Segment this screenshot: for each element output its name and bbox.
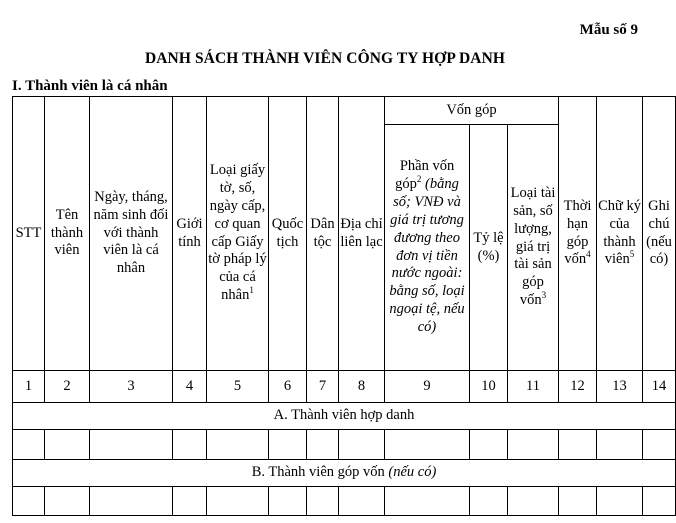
header-nationality: Quốc tịch [269, 97, 307, 371]
header-id-document: Loại giấy tờ, số, ngày cấp, cơ quan cấp Giấy tờ pháp lý của cá nhân$^1$ [207, 97, 269, 371]
empty-cell[interactable] [269, 487, 307, 516]
column-number: 10 [470, 371, 508, 403]
header-capital-part: Phần vốn góp$^2$ (bằng số; VNĐ và giá trị tương đương theo đơn vị tiền nước ngoài: bằng số, loại ngoại tệ, nếu có) [385, 125, 470, 371]
empty-cell[interactable] [643, 430, 676, 460]
empty-cell[interactable] [173, 430, 207, 460]
empty-cell[interactable] [207, 430, 269, 460]
empty-cell[interactable] [339, 430, 385, 460]
empty-cell[interactable] [307, 487, 339, 516]
empty-cell[interactable] [559, 430, 597, 460]
header-capital-contribution: Vốn góp [385, 97, 559, 125]
empty-cell[interactable] [508, 487, 559, 516]
footnote-3: 3 [541, 290, 547, 301]
column-number: 3 [90, 371, 173, 403]
header-member-name: Tên thành viên [45, 97, 90, 371]
header-contribution-term: Thời hạn góp vốn$^4$ [559, 97, 597, 371]
column-number-row [13, 371, 676, 403]
column-number: 1 [13, 371, 45, 403]
column-number: 13 [597, 371, 643, 403]
empty-cell[interactable] [90, 487, 173, 516]
column-number: 8 [339, 371, 385, 403]
empty-cell[interactable] [173, 487, 207, 516]
footnote-1: 1 [249, 285, 254, 296]
form-number: Mẫu số 9 [579, 22, 638, 38]
empty-cell[interactable] [90, 430, 173, 460]
header-ethnicity: Dân tộc [307, 97, 339, 371]
empty-cell[interactable] [559, 487, 597, 516]
column-number: 6 [269, 371, 307, 403]
empty-cell[interactable] [339, 487, 385, 516]
header-contact-address: Địa chỉ liên lạc [339, 97, 385, 371]
empty-cell[interactable] [307, 430, 339, 460]
footnote-2: 2 [416, 174, 422, 185]
empty-cell[interactable] [385, 487, 470, 516]
empty-cell[interactable] [470, 430, 508, 460]
table-row [13, 487, 676, 516]
header-ratio: Tỷ lệ (%) [470, 125, 508, 371]
empty-cell[interactable] [13, 430, 45, 460]
header-gender: Giới tính [173, 97, 207, 371]
column-number: 12 [559, 371, 597, 403]
section-heading: I. Thành viên là cá nhân [12, 78, 168, 94]
column-number: 14 [643, 371, 676, 403]
member-table [12, 96, 676, 516]
empty-cell[interactable] [13, 487, 45, 516]
empty-cell[interactable] [45, 487, 90, 516]
header-date-of-birth: Ngày, tháng, năm sinh đối với thành viên là cá nhân [90, 97, 173, 371]
column-number: 5 [207, 371, 269, 403]
group-limited-partners: B. Thành viên góp vốn (nếu có) [13, 460, 676, 487]
empty-cell[interactable] [470, 487, 508, 516]
group-general-partners: A. Thành viên hợp danh [13, 403, 676, 430]
empty-cell[interactable] [45, 430, 90, 460]
column-number: 9 [385, 371, 470, 403]
footnote-4: 4 [586, 249, 591, 260]
header-signature: Chữ ký của thành viên$^5$ [597, 97, 643, 371]
header-asset-type: Loại tài sản, số lượng, giá trị tài sản góp vốn$^3$ [508, 125, 559, 371]
empty-cell[interactable] [643, 487, 676, 516]
empty-cell[interactable] [508, 430, 559, 460]
column-number: 2 [45, 371, 90, 403]
footnote-5: 5 [629, 249, 635, 260]
column-number: 7 [307, 371, 339, 403]
header-notes: Ghi chú (nếu có) [643, 97, 676, 371]
empty-cell[interactable] [207, 487, 269, 516]
empty-cell[interactable] [385, 430, 470, 460]
column-number: 11 [508, 371, 559, 403]
document-title: DANH SÁCH THÀNH VIÊN CÔNG TY HỢP DANH [144, 50, 506, 67]
table-row [13, 430, 676, 460]
column-number: 4 [173, 371, 207, 403]
header-stt: STT [13, 97, 45, 371]
empty-cell[interactable] [597, 487, 643, 516]
empty-cell[interactable] [597, 430, 643, 460]
empty-cell[interactable] [269, 430, 307, 460]
